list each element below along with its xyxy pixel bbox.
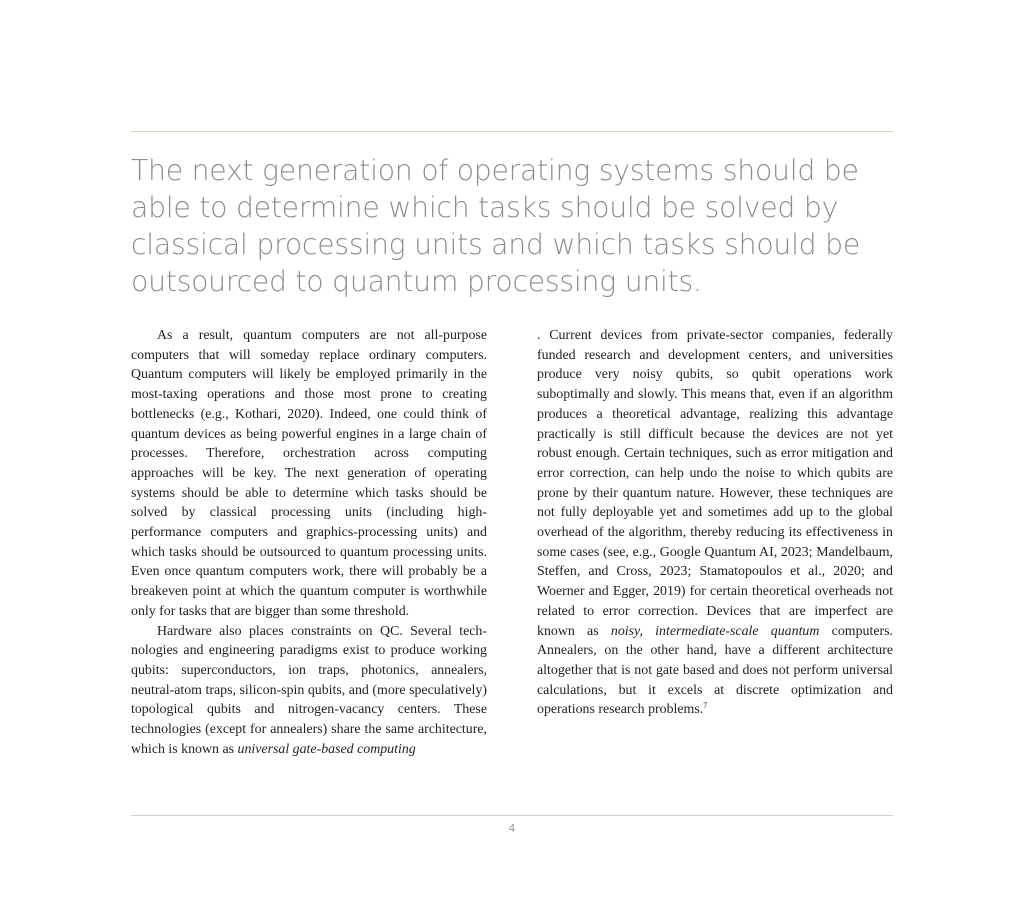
page-number: 4 [508,822,516,835]
paragraph-text: . Current devices from private-sector companies, federally funded research and development centers, and universities produce very noisy qubits, so qubit operations work suboptimally and slowly. This means that, even if an algorithm produces a theoretical advantage, realizing this advantage practically is still difficult because the devices are not yet robust enough. Certain techniques, such as error mitigation and error correction, can help undo the noise to which qubits are prone by their quantum nature. However, these techniques are not fully deployable yet and sometimes add up to the global overhead of the algorithm, thereby reducing its effectiveness in some cases (see, e.g., Google Quantum AI, 2023; Mandelbaum, Steffen, and Cross, 2023; Stamatopoulos et al., 2020; and Woerner and Egger, 2019) for certain theoretical overheads not related to error correction. Devices that are imperfect are known as [537,328,893,639]
italic-term: universal gate-based computing [237,741,416,757]
body-paragraph-continued [537,326,893,720]
paragraph-text: Hardware also places constraints on QC. Several technologies and engineering paradigms exist to produce working qubits: superconductors, ion traps, photonics, annealers, neutral-atom traps, silicon-spin qubits, and (more speculatively) topological qubits and nitrogen-vacancy centers. These technologies (except for annealers) share the same architecture, which is known as [131,623,487,757]
footnote-reference[interactable]: 7 [703,701,708,711]
body-paragraph [131,622,487,760]
paragraph-text: computers. Annealers, on the other hand, have a different architecture altogether that is not gate based and does not perform universal calculations, but it excels at discrete optimization and operations research problems. [537,623,893,718]
top-divider [131,131,893,132]
body-column-left [131,326,487,759]
italic-term: noisy, intermediate-scale quantum [610,623,820,639]
footer-divider [131,815,893,816]
pull-quote: The next generation of operating systems should be able to determine which tasks should be solved by classical processing units and which tasks should be outsourced to quantum processing units. [131,154,861,298]
body-column-right [537,326,893,720]
body-paragraph: As a result, quantum computers are not all-purpose computers that will someday replace ordinary computers. Quantum computers will likely be employed primarily in the most-taxing operations and those most prone to creating bottlenecks (e.g., Kothari, 2020). Indeed, one could think of quantum devices as being powerful engines in a large chain of processes. Therefore, orchestration across computing approaches will be key. The next generation of operating systems should be able to determine which tasks should be solved by classical processing units (including high-performance computers and graphics-processing units) and which tasks should be outsourced to quantum processing units. Even once quantum computers work, there will probably be a breakeven point at which the quantum computer is worthwhile only for tasks that are bigger than some threshold. [131,328,487,619]
